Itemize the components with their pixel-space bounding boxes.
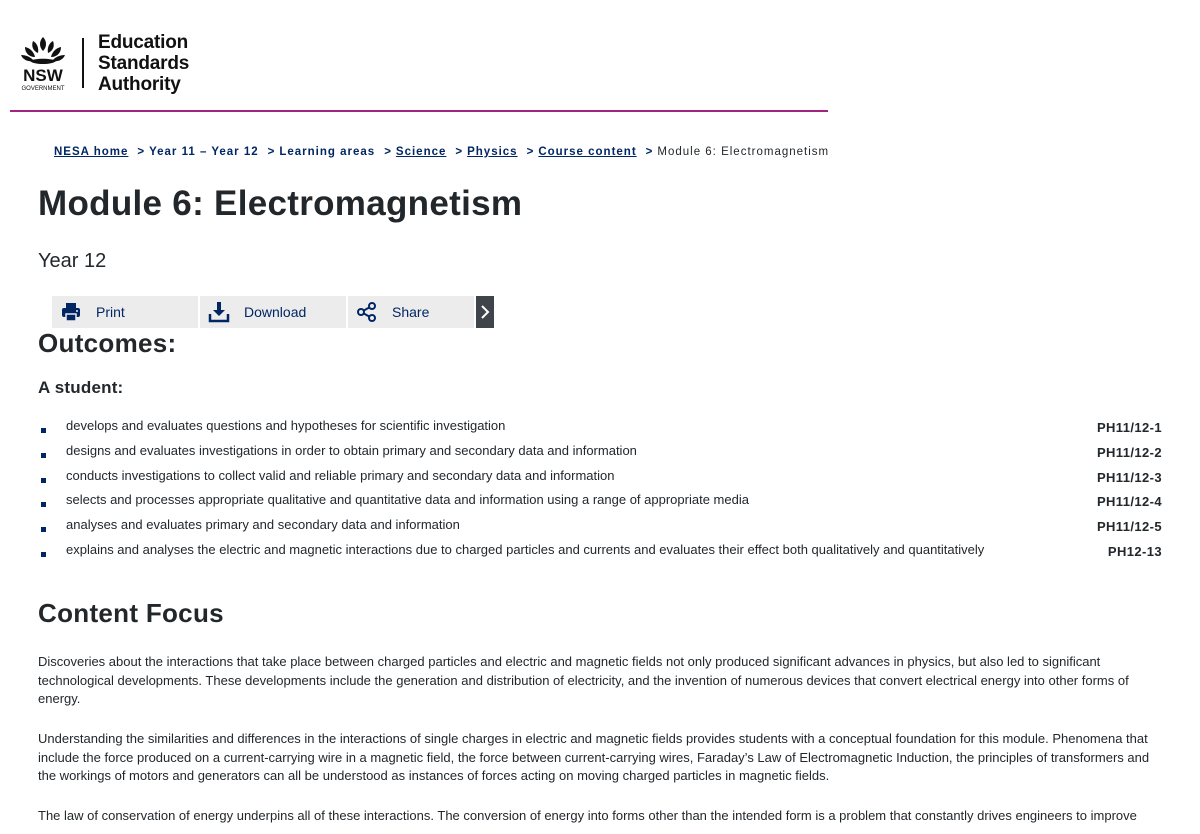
breadcrumb-separator: > [137,146,146,158]
breadcrumb-separator: > [384,146,392,158]
breadcrumb-course-content[interactable]: Course content [538,146,637,158]
outcome-code: PH11/12-4 [1096,494,1162,510]
toolbar-next-button[interactable] [476,296,494,328]
outcome-item [38,515,1162,540]
outcomes-subheading: A student: [38,378,124,397]
outcomes-list [38,416,1162,565]
bullet-icon [41,527,46,532]
outcome-text: conducts investigations to collect valid and reliable primary and secondary data and information [66,467,615,483]
outcome-item [38,466,1162,491]
bullet-icon [41,502,46,507]
outcome-code: PH11/12-1 [1096,420,1162,435]
logo-divider [82,38,84,88]
bullet-icon [41,428,46,433]
print-button[interactable] [52,296,198,328]
breadcrumb-nesa-home[interactable]: NESA home [54,146,129,158]
breadcrumb-separator: > [455,146,464,158]
content-paragraph: The law of conservation of energy underpins all of these interactions. The conversion of energy into forms other than the intended form is a problem that constantly drives engineers to improve [38,808,1137,823]
content-paragraph: Discoveries about the interactions that take place between charged particles and electric and magnetic fields not only produced significant advances in physics, but also led to significant technological developments. These developments include the generation and distribution of electricity, and the invention of numerous devices that convert electrical energy into other forms of energy. [38,654,1129,706]
share-label: Share [392,304,430,320]
year-label: Year 12 [38,250,107,272]
breadcrumb-science[interactable]: Science [395,146,447,158]
breadcrumb-learning-areas[interactable]: Learning areas [279,146,376,158]
content-paragraph: Understanding the similarities and differences in the interactions of single charges in electric and magnetic fields provides students with a conceptual foundation for this module. Phenomena that include the force produced on a current-carrying wire in a magnetic field, the force between current-carrying wires, Faraday’s Law of Electromagnetic Induction, the principles of transformers and the workings of motors and generators can all be understood as instances of forces acting on moving charged particles in magnetic fields. [38,731,1150,783]
outcome-code: PH12-13 [1107,543,1162,559]
svg-text:GOVERNMENT: GOVERNMENT [21,86,65,91]
bullet-icon [41,552,46,557]
download-label: Download [244,304,307,320]
outcome-text: designs and evaluates investigations in order to obtain primary and secondary data and information [66,442,637,458]
svg-text:NSW: NSW [23,66,63,85]
breadcrumb-separator: > [526,146,535,158]
outcome-text: selects and processes appropriate qualitative and quantitative data and information using a range of appropriate media [66,492,749,508]
share-button[interactable] [348,296,474,328]
outcome-text: develops and evaluates questions and hypotheses for scientific investigation [66,418,506,433]
outcome-text: analyses and evaluates primary and secondary data and information [66,517,460,533]
outcomes-heading: Outcomes: [38,328,177,358]
logo-org-name: Education Standards Authority [98,31,190,95]
outcome-item [38,441,1162,466]
bullet-icon [41,478,46,483]
outcome-item [38,416,1162,441]
outcome-text: explains and analyses the electric and magnetic interactions due to charged particles and currents and evaluates their effect both qualitatively and quantitatively [66,541,985,557]
breadcrumb-separator: > [645,146,654,158]
outcome-item [38,540,1162,565]
share-icon [356,301,378,323]
outcome-item [38,490,1162,515]
download-button[interactable] [200,296,346,328]
print-label: Print [96,304,125,320]
bullet-icon [41,453,46,458]
page-toolbar [52,296,494,328]
printer-icon [60,301,82,323]
outcome-code: PH11/12-2 [1096,444,1162,460]
breadcrumb-separator: > [267,146,276,158]
outcome-code: PH11/12-3 [1096,469,1162,485]
content-focus-heading: Content Focus [38,598,224,628]
header-rule [10,110,828,112]
page-title: Module 6: Electromagnetism [38,184,523,223]
breadcrumb-year-11-12[interactable]: Year 11 – Year 12 [149,146,259,158]
outcome-code: PH11/12-5 [1096,519,1162,535]
breadcrumb-physics[interactable]: Physics [467,146,518,158]
download-icon [208,301,230,323]
chevron-right-icon [480,304,490,320]
waratah-logo-icon [18,35,68,91]
nesa-logo[interactable] [18,33,189,93]
breadcrumb [54,146,829,158]
breadcrumb-current-page: Module 6: Electromagnetism [657,146,830,158]
